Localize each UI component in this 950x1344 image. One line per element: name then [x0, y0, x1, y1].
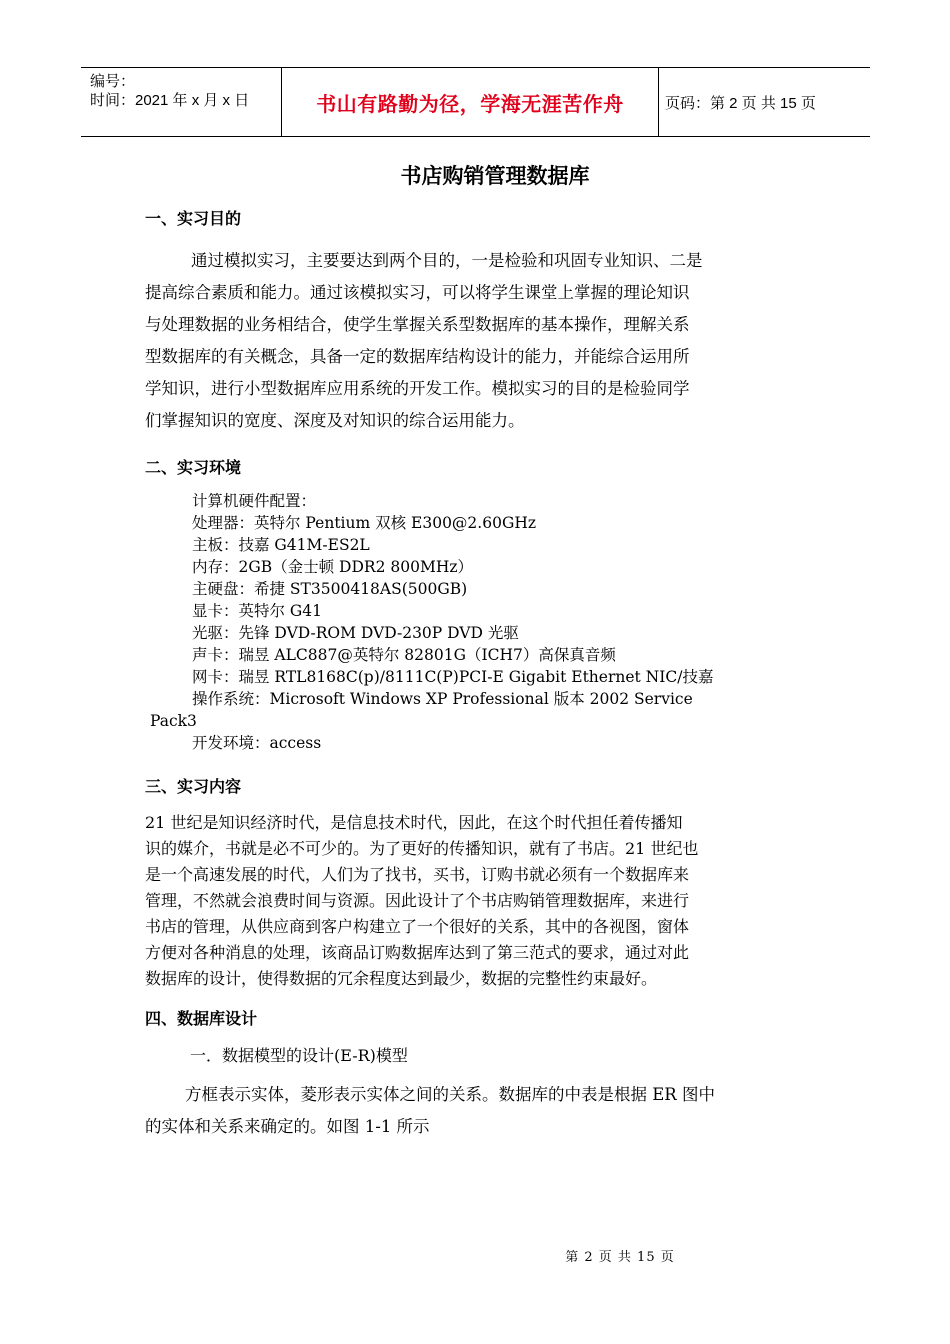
- number-label: 编号：: [90, 73, 136, 90]
- paragraph-line: 与处理数据的业务相结合，使学生掌握关系型数据库的基本操作，理解关系: [145, 315, 690, 334]
- hardware-line: 主板：技嘉 G41M-ES2L: [192, 536, 370, 554]
- section-4-paragraph: [145, 1079, 795, 1143]
- hardware-line: 内存：2GB（金士顿 DDR2 800MHz）: [192, 558, 474, 576]
- page-footer: 第 2 页 共 15 页: [565, 1250, 675, 1265]
- hardware-list: [150, 490, 800, 754]
- hardware-line: 声卡：瑞昱 ALC887@英特尔 82801G（ICH7）高保真音频: [192, 646, 616, 664]
- paragraph-line: 提高综合素质和能力。通过该模拟实习，可以将学生课堂上掌握的理论知识: [145, 283, 690, 302]
- hardware-line: 光驱：先锋 DVD-ROM DVD-230P DVD 光驱: [192, 624, 519, 642]
- paragraph-line: 是一个高速发展的时代，人们为了找书，买书，订购书就必须有一个数据库来: [145, 865, 690, 884]
- hardware-line: 显卡：英特尔 G41: [192, 602, 323, 620]
- paragraph-line: 们掌握知识的宽度、深度及对知识的综合运用能力。: [145, 411, 525, 430]
- header-motto: 书山有路勤为径，学海无涯苦作舟: [281, 68, 659, 136]
- hardware-line: 计算机硬件配置：: [192, 492, 317, 510]
- hardware-line: 网卡：瑞昱 RTL8168C(p)/8111C(P)PCI-E Gigabit Ethernet NIC/技嘉: [192, 668, 714, 686]
- paragraph-line: 管理，不然就会浪费时间与资源。因此设计了个书店购销管理数据库，来进行: [145, 891, 690, 910]
- section-1-heading: 一、实习目的: [145, 209, 242, 228]
- section-4-heading: 四、数据库设计: [145, 1009, 258, 1028]
- paragraph-line: 21 世纪是知识经济时代，是信息技术时代，因此，在这个时代担任着传播知: [145, 813, 683, 832]
- section-3-heading: 三、实习内容: [145, 777, 242, 796]
- paragraph-line: 数据库的设计，使得数据的冗余程度达到最少，数据的完整性约束最好。: [145, 969, 658, 988]
- hardware-line: 开发环境：access: [192, 734, 322, 752]
- paragraph-line: 型数据库的有关概念，具备一定的数据库结构设计的能力，并能综合运用所: [145, 347, 690, 366]
- hardware-line: 操作系统：Microsoft Windows XP Professional 版本 2002 Service: [192, 690, 693, 708]
- paragraph-line: 通过模拟实习，主要要达到两个目的，一是检验和巩固专业知识、二是: [191, 251, 703, 270]
- paragraph-line: 学知识，进行小型数据库应用系统的开发工作。模拟实习的目的是检验同学: [145, 379, 690, 398]
- paragraph-line: 书店的管理，从供应商到客户构建立了一个很好的关系，其中的各视图，窗体: [145, 917, 690, 936]
- document-title: 书店购销管理数据库: [400, 164, 590, 188]
- hardware-line: Pack3: [150, 712, 197, 730]
- paragraph-line: 方框表示实体，菱形表示实体之间的关系。数据库的中表是根据 ER 图中: [185, 1085, 715, 1104]
- header-page-info: 页码：第 2 页 共 15 页: [665, 94, 816, 112]
- hardware-line: 主硬盘：希捷 ST3500418AS(500GB): [192, 580, 468, 598]
- section-3-paragraph: [145, 810, 805, 992]
- paragraph-line: 的实体和关系来确定的。如图 1-1 所示: [145, 1117, 430, 1136]
- hardware-line: 处理器：英特尔 Pentium 双核 E300@2.60GHz: [192, 514, 537, 532]
- time-label: 时间：2021 年 x 月 x 日: [90, 92, 250, 109]
- section-4-subheading: 一．数据模型的设计(E-R)模型: [190, 1046, 408, 1065]
- section-2-heading: 二、实习环境: [145, 458, 242, 477]
- paragraph-line: 识的媒介，书就是必不可少的。为了更好的传播知识，就有了书店。21 世纪也: [145, 839, 699, 858]
- section-1-paragraph: [145, 245, 795, 437]
- header-table: [81, 67, 870, 137]
- header-left-cell: [81, 68, 281, 136]
- paragraph-line: 方便对各种消息的处理，该商品订购数据库达到了第三范式的要求，通过对此: [145, 943, 690, 962]
